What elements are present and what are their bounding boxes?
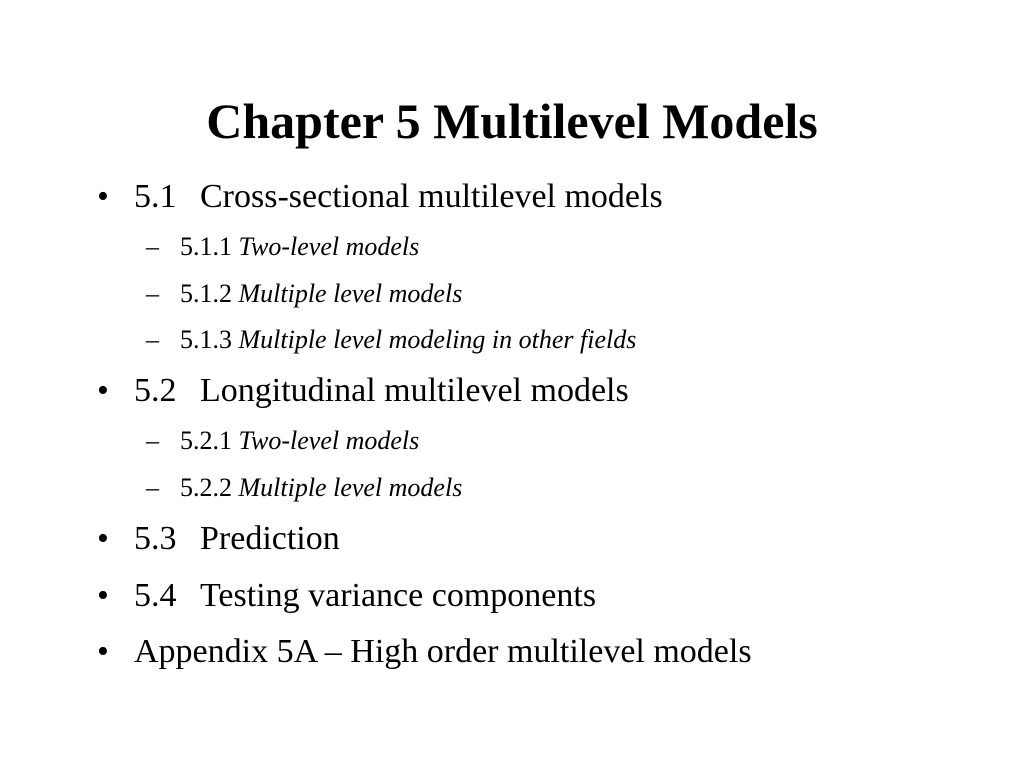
subsection-number: 5.2.2	[180, 473, 232, 502]
section-title: Prediction	[200, 520, 340, 557]
dash-icon: –	[146, 279, 159, 308]
bullet-icon: •	[97, 372, 109, 409]
subsection-title: Two-level models	[238, 426, 420, 455]
section-title: Longitudinal multilevel models	[200, 372, 629, 409]
slide-title: Chapter 5 Multilevel Models	[206, 93, 818, 149]
subsection-number: 5.2.1	[180, 426, 232, 455]
outline-subitem-5-2-2	[146, 472, 462, 504]
subsection-title: Multiple level models	[238, 473, 463, 502]
section-number: 5.1	[134, 178, 177, 215]
bullet-icon: •	[97, 577, 109, 614]
section-number: 5.3	[134, 520, 177, 557]
subsection-number: 5.1.1	[180, 232, 232, 261]
dash-icon: –	[146, 473, 159, 502]
outline-item-5-2	[97, 371, 629, 411]
bullet-icon: •	[97, 520, 109, 557]
subsection-title: Two-level models	[238, 232, 420, 261]
outline-item-appendix-5a	[97, 632, 752, 672]
dash-icon: –	[146, 426, 159, 455]
section-number: 5.4	[134, 577, 177, 614]
outline-subitem-5-2-1	[146, 425, 419, 457]
section-title: Cross-sectional multilevel models	[200, 178, 663, 215]
outline-item-5-3	[97, 519, 340, 559]
outline-subitem-5-1-2	[146, 278, 462, 310]
outline-item-5-4	[97, 576, 596, 616]
subsection-title: Multiple level models	[238, 279, 463, 308]
subsection-number: 5.1.2	[180, 279, 232, 308]
section-title: Appendix 5A – High order multilevel models	[134, 633, 752, 670]
outline-subitem-5-1-3	[146, 324, 636, 356]
section-title: Testing variance components	[200, 577, 597, 614]
outline-item-5-1	[97, 177, 663, 217]
dash-icon: –	[146, 325, 159, 354]
section-number: 5.2	[134, 372, 177, 409]
dash-icon: –	[146, 232, 159, 261]
subsection-number: 5.1.3	[180, 325, 232, 354]
subsection-title: Multiple level modeling in other fields	[238, 325, 637, 354]
outline-subitem-5-1-1	[146, 231, 419, 263]
bullet-icon: •	[97, 178, 109, 215]
bullet-icon: •	[97, 633, 109, 670]
